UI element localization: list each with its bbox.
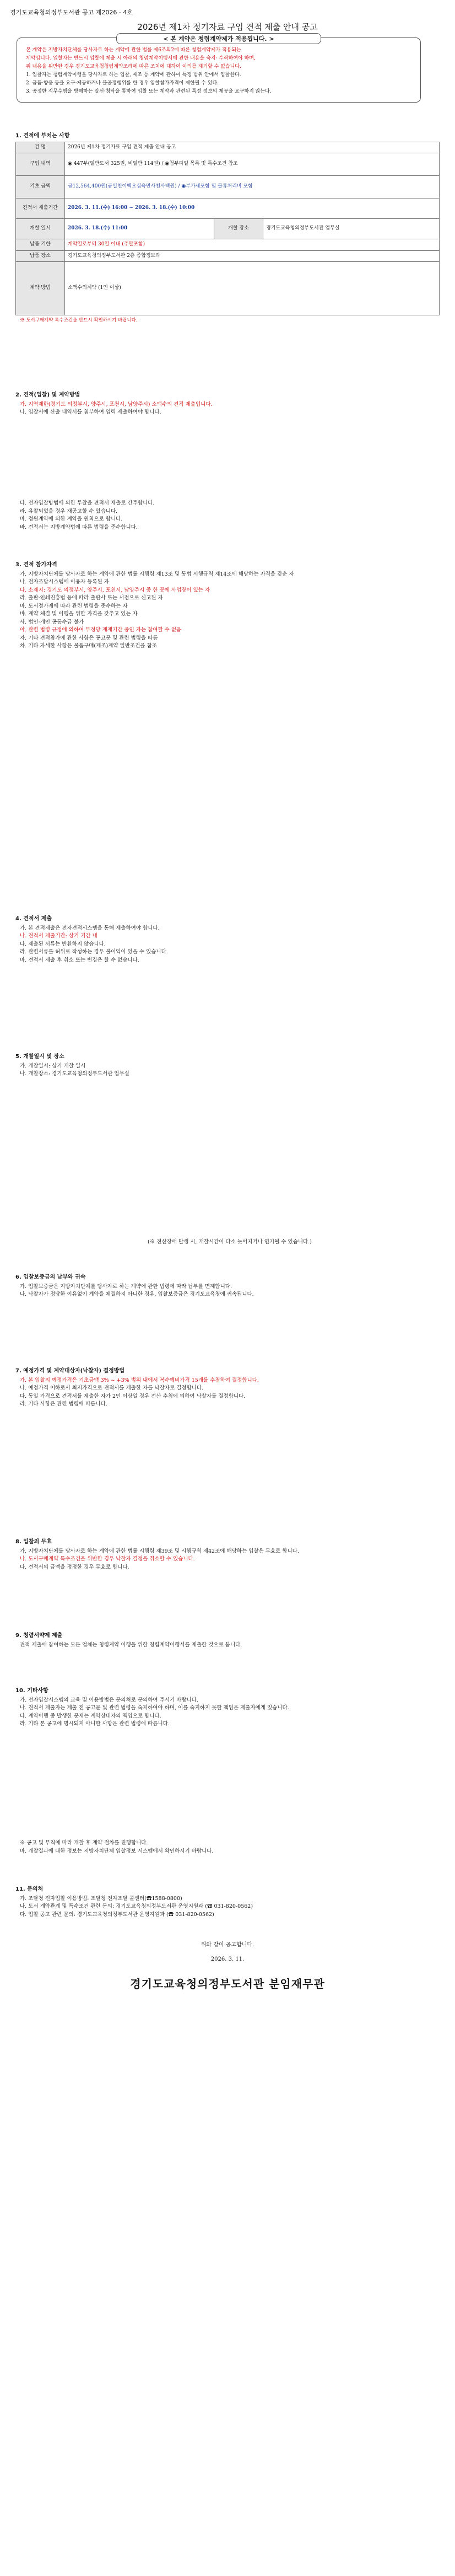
text-line: 가. 본 입찰의 예정가격은 기초금액 3% ~ +3% 범위 내에서 복수예비가격 15개를 추첨하여 결정합니다. xyxy=(20,1377,259,1383)
text-line: 나. 도서구매계약 특수조건을 위반한 경우 낙찰자 결정을 취소할 수 있습니다. xyxy=(20,1556,195,1562)
text-line: 가. 전자입찰시스템의 교육 및 이용방법은 문의처로 문의하여 주시기 바랍니다. xyxy=(20,1697,198,1703)
text-line: 나. 낙찰자가 정당한 이유없이 계약을 체결하지 아니한 경우, 입찰보증금은 경기도교육청에 귀속됩니다. xyxy=(20,1291,254,1297)
text-line: 아. 관련 법령 규정에 의하여 부정당 제재기간 중인 자는 참여할 수 없음 xyxy=(20,627,182,633)
text-line: 다. 입찰 공고 관련 문의: 경기도교육청의정부도서관 운영지원과 (☎ 031-820-0562) xyxy=(20,1911,214,1918)
row-label: 납품 장소 xyxy=(16,250,65,262)
text-line: 다. 견적서의 금액을 정정한 경우 무효로 합니다. xyxy=(20,1564,129,1570)
row-value: 소액수의계약 (1인 이상) xyxy=(65,262,440,315)
callout-line: 위 내용을 위반한 경우 경기도교육청청렴계약조례에 따른 조치에 대하여 이의를 제기할 수 없습니다. xyxy=(26,64,241,69)
section-1 xyxy=(15,132,440,325)
row-label: 구입 내역 xyxy=(16,153,65,176)
callout-line: 본 계약은 지방자치단체를 당사자로 하는 계약에 관한 법률 제6조의2에 따른 청렴계약제가 적용되는 xyxy=(26,47,241,53)
text-line: 라. 기타 본 공고에 명시되지 아니한 사항은 관련 법령에 따릅니다. xyxy=(20,1721,170,1727)
text-line: 나. 전자조달시스템에 이용자 등록된 자 xyxy=(20,579,109,585)
table-row xyxy=(16,142,440,153)
text-line: 마. 정원계약에 의한 계약을 원칙으로 합니다. xyxy=(20,516,123,522)
table-row xyxy=(16,219,440,239)
text-line: 마. 개찰결과에 대한 정보는 지방자치단체 입찰정보 시스템에서 확인하시기 바랍니다. xyxy=(20,1848,214,1854)
section-10-extra xyxy=(15,1839,440,1855)
section-heading: 10. 기타사항 xyxy=(15,1688,48,1694)
text-line: 나. 예정가격 이하로서 최저가격으로 견적서를 제출한 자를 낙찰자로 결정합니다. xyxy=(20,1385,204,1391)
text-line: 바. 계약 체결 및 이행을 위한 자격을 갖추고 있는 자 xyxy=(20,611,138,617)
text-line: 나. 견적서 제출자는 제출 전 공고문 및 관련 법령을 숙지하여야 하며, 이를 숙지하지 못한 책임은 제출자에게 있습니다. xyxy=(20,1705,289,1711)
section-heading: 8. 입찰의 무효 xyxy=(15,1539,52,1545)
text-line: 다. 제출된 서류는 반환하지 않습니다. xyxy=(20,941,106,947)
table-row xyxy=(16,239,440,251)
callout-line: 2. 금품·향응 등을 요구·제공하거나 불공정행위를 한 경우 입찰참가자격이 제한될 수 있다. xyxy=(26,80,219,86)
row-value: 경기도교육청의정부도서관 2층 종합정보과 xyxy=(65,250,440,262)
table-row xyxy=(16,176,440,198)
section-2-extra xyxy=(15,499,440,532)
text-line: 다. 전자입찰방법에 의한 투찰을 견적서 제출로 간주합니다. xyxy=(20,500,155,506)
section-4 xyxy=(15,915,440,964)
row-label: 견적서 제출기간 xyxy=(16,198,65,219)
text-line: 나. 견적서 제출기간: 상기 기간 내 xyxy=(20,933,98,939)
section-heading: 11. 문의처 xyxy=(15,1886,44,1892)
table-row xyxy=(16,262,440,315)
text-line: 다. 동일 가격으로 견적서를 제출한 자가 2인 이상일 경우 전산 추첨에 의하여 낙찰자를 결정합니다. xyxy=(20,1393,246,1399)
text-line: 가. 지역제한(경기도 의정부시, 양주시, 포천시, 남양주시) 소액수의 견적 제출입니다. xyxy=(20,401,213,407)
text-line: ※ 공고 및 부칙에 따라 개찰 후 계약 절차를 진행합니다. xyxy=(20,1840,148,1846)
text-line: 차. 기타 자세한 사항은 물품구매(제조)계약 일반조건을 참조 xyxy=(20,643,157,649)
text-line: 가. 개찰일시: 상기 개찰 일시 xyxy=(20,1062,86,1069)
section-heading: 9. 청렴서약제 제출 xyxy=(15,1633,63,1639)
callout-line: 계약입니다. 입찰자는 반드시 입찰에 제출 시 아래의 청렴계약이행서에 관한 내용을 숙지· 수락하여야 하며, xyxy=(26,56,256,61)
callout-line: 3. 공정한 직무수행을 방해하는 알선·청탁을 통하여 입찰 또는 계약과 관련된 특정 정보의 제공을 요구하지 않는다. xyxy=(26,89,272,94)
text-line: 견적 제출에 참여하는 모든 업체는 청렴계약 이행을 위한 청렴계약이행서를 제출한 것으로 봅니다. xyxy=(20,1641,242,1648)
section-11 xyxy=(15,1886,440,1919)
section-3 xyxy=(15,561,440,651)
section-6 xyxy=(15,1274,440,1299)
text-line: 나. 도서 계약관계 및 특수조건 관련 문의: 경기도교육청의정부도서관 운영지원과 (☎ 031-820-0562) xyxy=(20,1903,253,1909)
text-line: 라. 관련서류를 허위로 작성하는 경우 불이익이 있을 수 있습니다. xyxy=(20,949,168,955)
table-row xyxy=(16,198,440,219)
row-label: 기초 금액 xyxy=(16,176,65,198)
text-line: 마. 견적서 제출 후 취소 또는 변경은 할 수 없습니다. xyxy=(20,957,139,963)
text-line: 라. 출판·인쇄진흥법 등에 따라 출판사 또는 서점으로 신고된 자 xyxy=(20,595,163,601)
text-line: 다. 계약이행 중 발생한 문제는 계약상대자의 책임으로 합니다. xyxy=(20,1713,161,1719)
row-value: 2026년 제1차 정기자료 구입 견적 제출 안내 공고 xyxy=(65,142,440,153)
page-title: 2026년 제1차 정기자료 구입 견적 제출 안내 공고 xyxy=(137,22,318,32)
section-10 xyxy=(15,1687,440,1729)
section-2 xyxy=(15,391,440,417)
row-label: 개찰 일시 xyxy=(16,219,65,239)
section-8 xyxy=(15,1538,440,1571)
info-table xyxy=(15,142,440,316)
text-line: 바. 견적서는 지방계약법에 따른 법령을 준수합니다. xyxy=(20,524,138,530)
section-heading: 2. 견적(입찰) 및 계약방법 xyxy=(15,392,80,398)
text-line: 나. 개찰장소: 경기도교육청의정부도서관 업무실 xyxy=(20,1071,129,1077)
section-heading: 1. 견적에 부치는 사항 xyxy=(15,133,70,139)
text-line: 나. 입찰서에 산출 내역서를 첨부하여 입력 제출하여야 합니다. xyxy=(20,409,161,415)
text-line: 가. 지방자치단체를 당사자로 하는 계약에 관한 법률 시행령 제39조 및 시행규칙 제42조에 해당하는 입찰은 무효로 합니다. xyxy=(20,1548,299,1554)
section-5-note xyxy=(15,1238,440,1247)
section-heading: 4. 견적서 제출 xyxy=(15,916,52,922)
closing-text: 위와 같이 공고합니다. xyxy=(201,1942,254,1948)
text-line: 가. 지방자치단체를 당사자로 하는 계약에 관한 법률 시행령 제13조 및 동법 시행규칙 제14조에 해당하는 자격을 갖춘 자 xyxy=(20,571,294,577)
row-label: 납품 기한 xyxy=(16,239,65,251)
table-row xyxy=(16,250,440,262)
section-heading: 6. 입찰보증금의 납부와 귀속 xyxy=(15,1274,86,1280)
table-row xyxy=(16,153,440,176)
section-9 xyxy=(15,1632,440,1649)
section-5 xyxy=(15,1053,440,1078)
text-line: 가. 조달청 전자입찰 이용방법: 조달청 전자조달 콜센터(☎1588-0800) xyxy=(20,1895,182,1902)
row-label: 건 명 xyxy=(16,142,65,153)
notice-date: 2026. 3. 11. xyxy=(210,1956,245,1962)
row-value: 2026. 3. 18.(수) 11:00 xyxy=(65,219,214,239)
row-value: 계약일로부터 30일 이내 (주말포함) xyxy=(65,239,440,251)
notice-number: 경기도교육청의정부도서관 공고 제2026 - 4호 xyxy=(10,9,133,16)
callout-tag: < 본 계약은 청렴계약제가 적용됩니다. > xyxy=(116,33,321,44)
row-value: 2026. 3. 11.(수) 16:00 ~ 2026. 3. 18.(수) 10:00 xyxy=(65,198,440,219)
text-line: 가. 본 견적제출은 전자견적시스템을 통해 제출하여야 합니다. xyxy=(20,925,160,931)
text-line: 라. 유찰되었을 경우 재공고할 수 있습니다. xyxy=(20,508,118,514)
integrity-callout xyxy=(17,37,421,103)
section-heading: 3. 견적 참가자격 xyxy=(15,562,57,568)
text-line: 사. 법인·개인 공동수급 불가 xyxy=(20,619,84,625)
issuer-name: 경기도교육청의정부도서관 분임재무관 xyxy=(130,1977,325,1990)
text-line: 가. 입찰보증금은 지방자치단체를 당사자로 하는 계약에 관한 법령에 따라 납부를 면제합니다. xyxy=(20,1283,232,1290)
row-label: 계약 방법 xyxy=(16,262,65,315)
text-line: 라. 기타 사항은 관련 법령에 따릅니다. xyxy=(20,1401,107,1407)
section-heading: 7. 예정가격 및 계약대상자(낙찰자) 결정방법 xyxy=(15,1368,125,1374)
section-7 xyxy=(15,1367,440,1409)
section-heading: 5. 개찰일시 및 장소 xyxy=(15,1054,64,1060)
text-line: (※ 전산장애 발생 시, 개찰시간이 다소 늦어지거나 연기될 수 있습니다.) xyxy=(148,1239,312,1245)
row-value: 금12,564,400원(금일천이백오십육만사천사백원) / ◉부가세포함 및 물류처리비 포함 xyxy=(65,176,440,198)
text-line: 자. 기타 견적참가에 관한 사항은 공고문 및 관련 법령을 따름 xyxy=(20,635,158,641)
row-value: 경기도교육청의정부도서관 업무실 xyxy=(263,219,440,239)
row-value: ◉ 447부(일반도서 325권, 비일반 114권) / ◉첨부파일 목록 및 특수조건 참조 xyxy=(65,153,440,176)
text-line: 마. 도서정가제에 따라 관련 법령을 준수하는 자 xyxy=(20,603,128,609)
text-line: 다. 소재지: 경기도 의정부시, 양주시, 포천시, 남양주시 중 한 곳에 사업장이 있는 자 xyxy=(20,587,210,593)
table-note: ※ 도서구매계약 특수조건을 반드시 확인하시기 바랍니다. xyxy=(20,318,138,323)
row-label: 개찰 장소 xyxy=(214,219,263,239)
callout-line: 1. 입찰자는 청렴계약이행을 당사자로 하는 입찰, 제조 등 계약에 관하여 특정 범위 안에서 입찰한다. xyxy=(26,72,241,78)
